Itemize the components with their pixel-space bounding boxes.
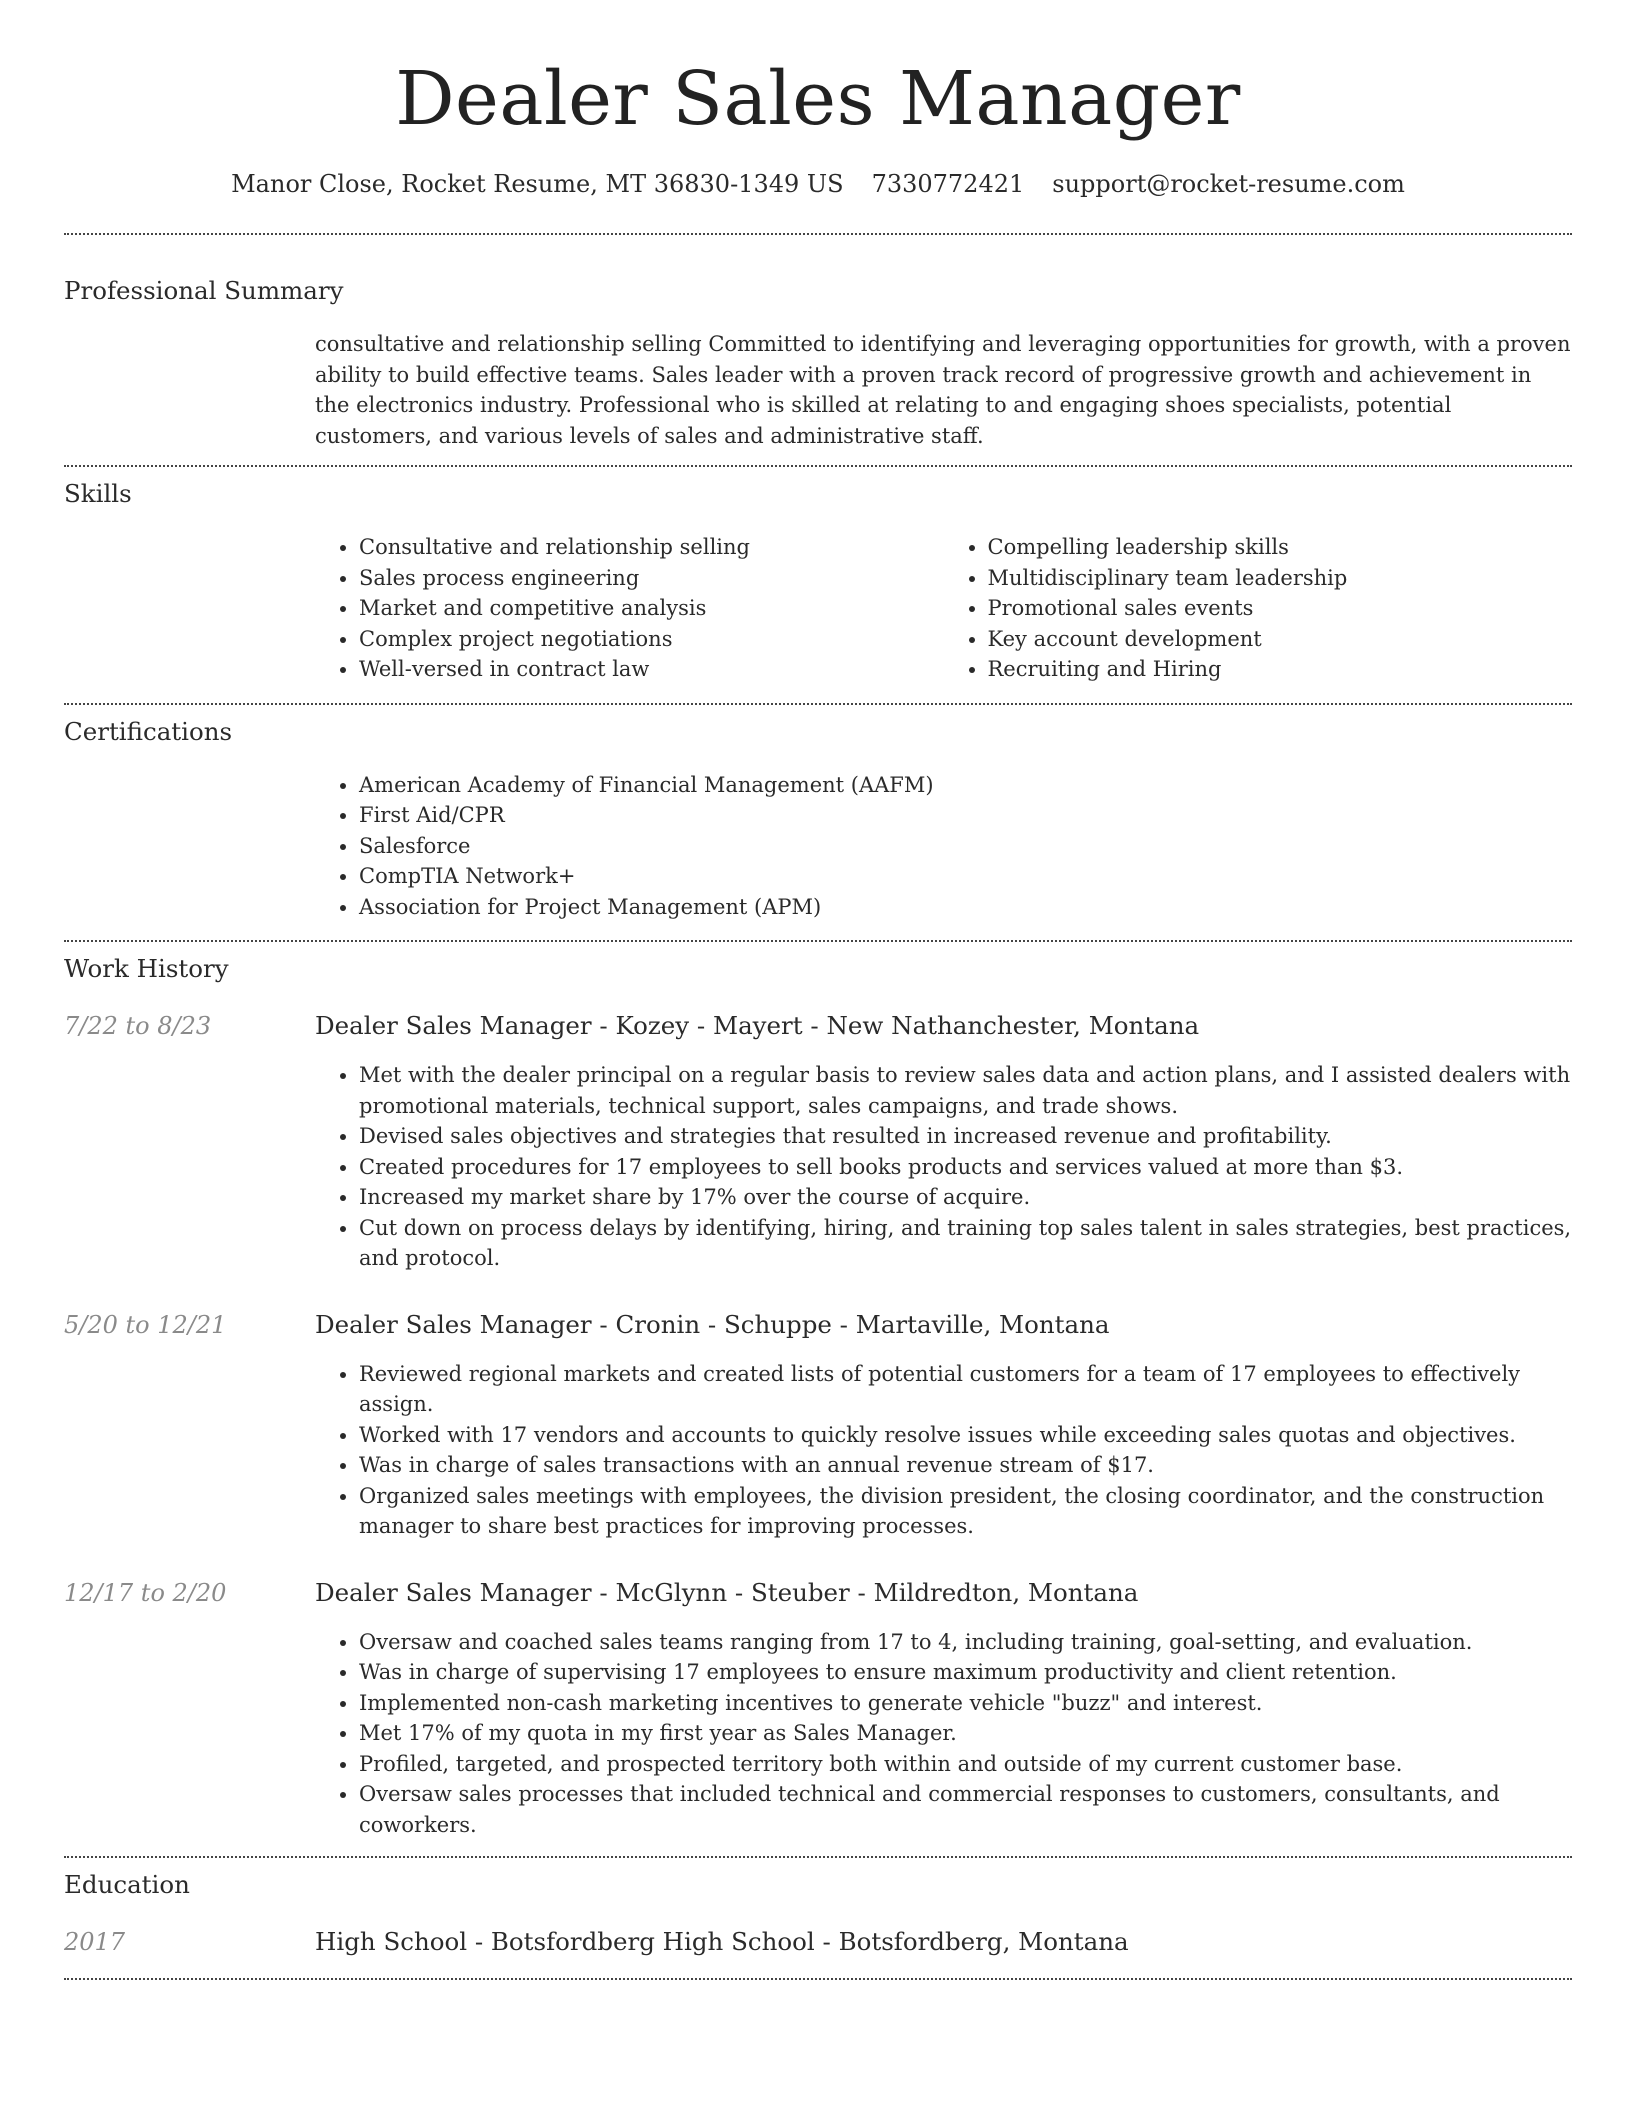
job-bullets: [315, 1359, 1572, 1542]
contact-address: Manor Close, Rocket Resume, MT 36830-1349 US: [231, 170, 844, 198]
contact-email: support@rocket-resume.com: [1052, 170, 1405, 198]
job-dates: 5/20 to 12/21: [64, 1310, 227, 1339]
education-section: [64, 1858, 1572, 1978]
job-heading: Dealer Sales Manager - Kozey - Mayert - New Nathanchester, Montana: [315, 1011, 1200, 1040]
summary-section: [64, 235, 1572, 465]
job-entry: [64, 1309, 1572, 1542]
job-entry: [64, 1010, 1572, 1274]
skill-item: • Well-versed in contract law: [359, 654, 944, 685]
certification-item: • First Aid/CPR: [359, 800, 1572, 831]
job-bullets: [315, 1627, 1572, 1841]
job-bullet: • Increased my market share by 17% over the course of acquire.: [359, 1182, 1572, 1213]
job-details: [315, 1627, 1572, 1841]
job-bullet: • Was in charge of supervising 17 employees to ensure maximum productivity and client retention.: [359, 1657, 1572, 1688]
education-year: 2017: [64, 1928, 126, 1956]
divider: [64, 1978, 1572, 1980]
work-history-section: [64, 942, 1572, 1856]
job-bullets: [315, 1060, 1572, 1274]
skill-item: • Market and competitive analysis: [359, 593, 944, 624]
skill-item: • Compelling leadership skills: [988, 532, 1573, 563]
skills-section: [64, 467, 1572, 703]
job-bullet: • Oversaw sales processes that included technical and commercial responses to customers, consultants, and coworkers.: [359, 1779, 1572, 1840]
certifications-section: [64, 705, 1572, 941]
certification-item: • Association for Project Management (APM): [359, 892, 1572, 923]
job-bullet: • Devised sales objectives and strategies that resulted in increased revenue and profitability.: [359, 1121, 1572, 1152]
job-heading: Dealer Sales Manager - McGlynn - Steuber - Mildredton, Montana: [315, 1577, 1139, 1607]
certifications-list: [315, 770, 1572, 923]
skill-item: • Sales process engineering: [359, 563, 944, 594]
candidate-name: Dealer Sales Manager: [395, 56, 1241, 142]
skill-item: • Complex project negotiations: [359, 624, 944, 655]
certification-item: • Salesforce: [359, 831, 1572, 862]
skill-item: • Consultative and relationship selling: [359, 532, 944, 563]
job-entry: [64, 1577, 1572, 1841]
summary-text: consultative and relationship selling Committed to identifying and leveraging opportunities for growth, with a proven ability to build effective teams. Sales leader with a proven track record of progressive growth and achievement in the electronics industry. Professional who is skilled at relating to and engaging shoes specialists, potential customers, and various levels of sales and administrative staff.: [315, 332, 1571, 448]
job-bullet: • Implemented non-cash marketing incentives to generate vehicle "buzz" and interest.: [359, 1688, 1572, 1719]
skill-item: • Recruiting and Hiring: [988, 654, 1573, 685]
job-bullet: • Reviewed regional markets and created lists of potential customers for a team of 17 employees to effectively assign.: [359, 1359, 1572, 1420]
work-history-title: Work History: [64, 954, 229, 983]
job-bullet: • Cut down on process delays by identifying, hiring, and training top sales talent in sales strategies, best practices, and protocol.: [359, 1213, 1572, 1274]
certifications-content: [315, 770, 1572, 923]
job-bullet: • Oversaw and coached sales teams ranging from 17 to 4, including training, goal-setting, and evaluation.: [359, 1627, 1572, 1658]
job-details: [315, 1359, 1572, 1542]
job-dates: 7/22 to 8/23: [64, 1012, 212, 1040]
job-details: [315, 1060, 1572, 1274]
job-bullet: • Was in charge of sales transactions with an annual revenue stream of $17.: [359, 1450, 1572, 1481]
skill-item: • Promotional sales events: [988, 593, 1573, 624]
certification-item: • American Academy of Financial Management (AAFM): [359, 770, 1572, 801]
summary-title: Professional Summary: [64, 276, 344, 305]
certification-item: • CompTIA Network+: [359, 861, 1572, 892]
job-bullet: • Worked with 17 vendors and accounts to quickly resolve issues while exceeding sales quotas and objectives.: [359, 1420, 1572, 1451]
education-entry: [64, 1926, 1572, 1958]
job-bullet: • Profiled, targeted, and prospected territory both within and outside of my current customer base.: [359, 1749, 1572, 1780]
job-bullet: • Created procedures for 17 employees to sell books products and services valued at more than $3.: [359, 1152, 1572, 1183]
education-heading: High School - Botsfordberg High School - Botsfordberg, Montana: [315, 1927, 1129, 1956]
contact-line: [64, 168, 1572, 200]
certifications-title: Certifications: [64, 716, 233, 746]
job-bullet: • Organized sales meetings with employees, the division president, the closing coordinator, and the construction manager to share best practices for improving processes.: [359, 1481, 1572, 1542]
skills-title: Skills: [64, 479, 132, 508]
job-dates: 12/17 to 2/20: [64, 1578, 227, 1607]
contact-phone: 7330772421: [871, 170, 1025, 198]
skills-list-right: [944, 532, 1573, 685]
skills-grid: [315, 532, 1572, 685]
job-bullet: • Met with the dealer principal on a regular basis to review sales data and action plans, and I assisted dealers with promotional materials, technical support, sales campaigns, and trade shows.: [359, 1060, 1572, 1121]
skill-item: • Multidisciplinary team leadership: [988, 563, 1573, 594]
summary-content: [315, 329, 1572, 451]
job-heading: Dealer Sales Manager - Cronin - Schuppe - Martaville, Montana: [315, 1309, 1110, 1339]
skills-list-left: [315, 532, 944, 685]
skill-item: • Key account development: [988, 624, 1573, 655]
education-title: Education: [64, 1870, 190, 1899]
job-bullet: • Met 17% of my quota in my first year as Sales Manager.: [359, 1718, 1572, 1749]
